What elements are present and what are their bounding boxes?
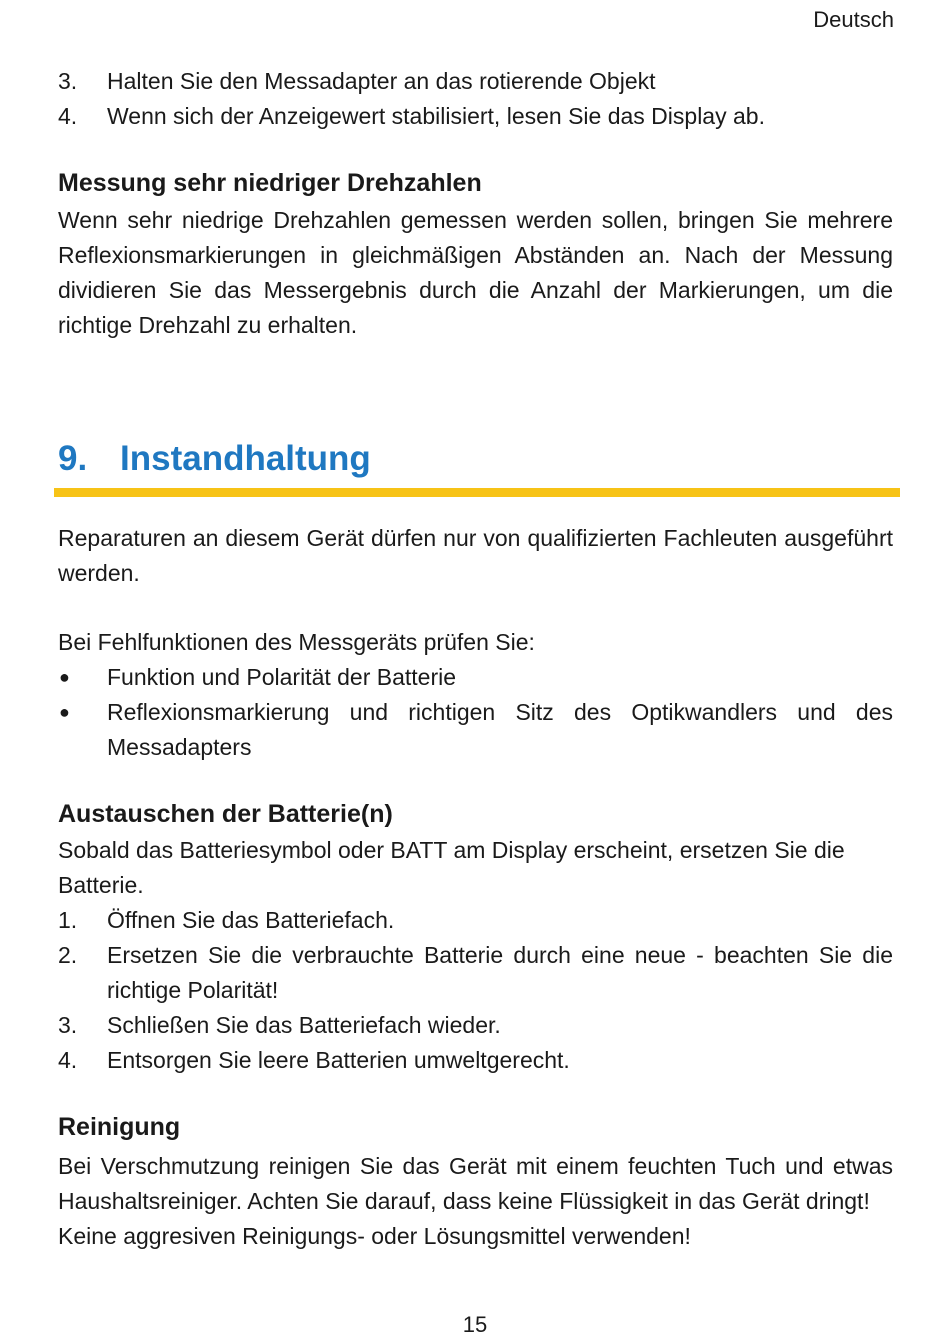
cleaning-paragraph: Bei Verschmutzung reinigen Sie das Gerät mit einem feuchten Tuch und etwas Haushaltsreiniger. Achten Sie darauf, dass keine Flüssigkeit in das Gerät dringt! xyxy=(58,1153,893,1214)
cleaning-text xyxy=(58,1149,893,1254)
step-text: Wenn sich der Anzeigewert stabilisiert, lesen Sie das Display ab. xyxy=(107,103,765,129)
section-divider xyxy=(54,488,900,497)
repair-paragraph: Reparaturen an diesem Gerät dürfen nur von qualifizierten Fachleuten ausgeführt werden. xyxy=(58,525,893,586)
step-number: 3. xyxy=(58,68,78,94)
step-number: 1. xyxy=(58,907,78,933)
list-item xyxy=(58,660,893,695)
page-number: 15 xyxy=(462,1312,488,1337)
list-item xyxy=(58,903,893,938)
low-speed-heading: Messung sehr niedriger Drehzahlen xyxy=(58,169,482,197)
battery-heading: Austauschen der Batterie(n) xyxy=(58,800,393,828)
list-item xyxy=(58,99,893,134)
list-item xyxy=(58,1008,893,1043)
step-number: 4. xyxy=(58,103,78,129)
step-text: Ersetzen Sie die verbrauchte Batterie durch eine neue - beachten Sie die richtige Polarität! xyxy=(107,942,893,1003)
intro-step-list xyxy=(58,64,893,134)
list-item xyxy=(58,64,893,99)
section-title: Instandhaltung xyxy=(120,439,371,478)
list-item xyxy=(58,1043,893,1078)
bullet-icon: ● xyxy=(59,667,70,687)
step-text: Öffnen Sie das Batteriefach. xyxy=(107,907,395,933)
battery-intro: Sobald das Batteriesymbol oder BATT am Display erscheint, ersetzen Sie die Batterie. xyxy=(58,837,845,898)
check-intro: Bei Fehlfunktionen des Messgeräts prüfen Sie: xyxy=(58,629,535,655)
step-text: Schließen Sie das Batteriefach wieder. xyxy=(107,1012,501,1038)
list-item xyxy=(58,938,893,1008)
check-item-text: Funktion und Polarität der Batterie xyxy=(107,664,457,690)
step-number: 2. xyxy=(58,942,78,968)
step-number: 3. xyxy=(58,1012,78,1038)
step-text: Halten Sie den Messadapter an das rotierende Objekt xyxy=(107,68,656,94)
low-speed-paragraph: Wenn sehr niedrige Drehzahlen gemessen werden sollen, bringen Sie mehrere Reflexionsmarkierungen in gleichmäßigen Abständen an. Nach der Messung dividieren Sie das Messergebnis durch die Anzahl der Markierungen, um die richtige Drehzahl zu erhalten. xyxy=(58,207,893,338)
section-heading xyxy=(58,437,371,481)
cleaning-warning: Keine aggresiven Reinigungs- oder Lösungsmittel verwenden! xyxy=(58,1223,691,1249)
battery-step-list xyxy=(58,903,893,1078)
cleaning-heading: Reinigung xyxy=(58,1113,181,1141)
list-item xyxy=(58,695,893,765)
language-label: Deutsch xyxy=(813,7,894,32)
step-number: 4. xyxy=(58,1047,78,1073)
section-number: 9. xyxy=(58,439,88,478)
step-text: Entsorgen Sie leere Batterien umweltgerecht. xyxy=(107,1047,570,1073)
check-item-text: Reflexionsmarkierung und richtigen Sitz des Optikwandlers und des Messadapters xyxy=(107,699,893,760)
check-list xyxy=(58,660,893,765)
bullet-icon: ● xyxy=(59,702,70,722)
